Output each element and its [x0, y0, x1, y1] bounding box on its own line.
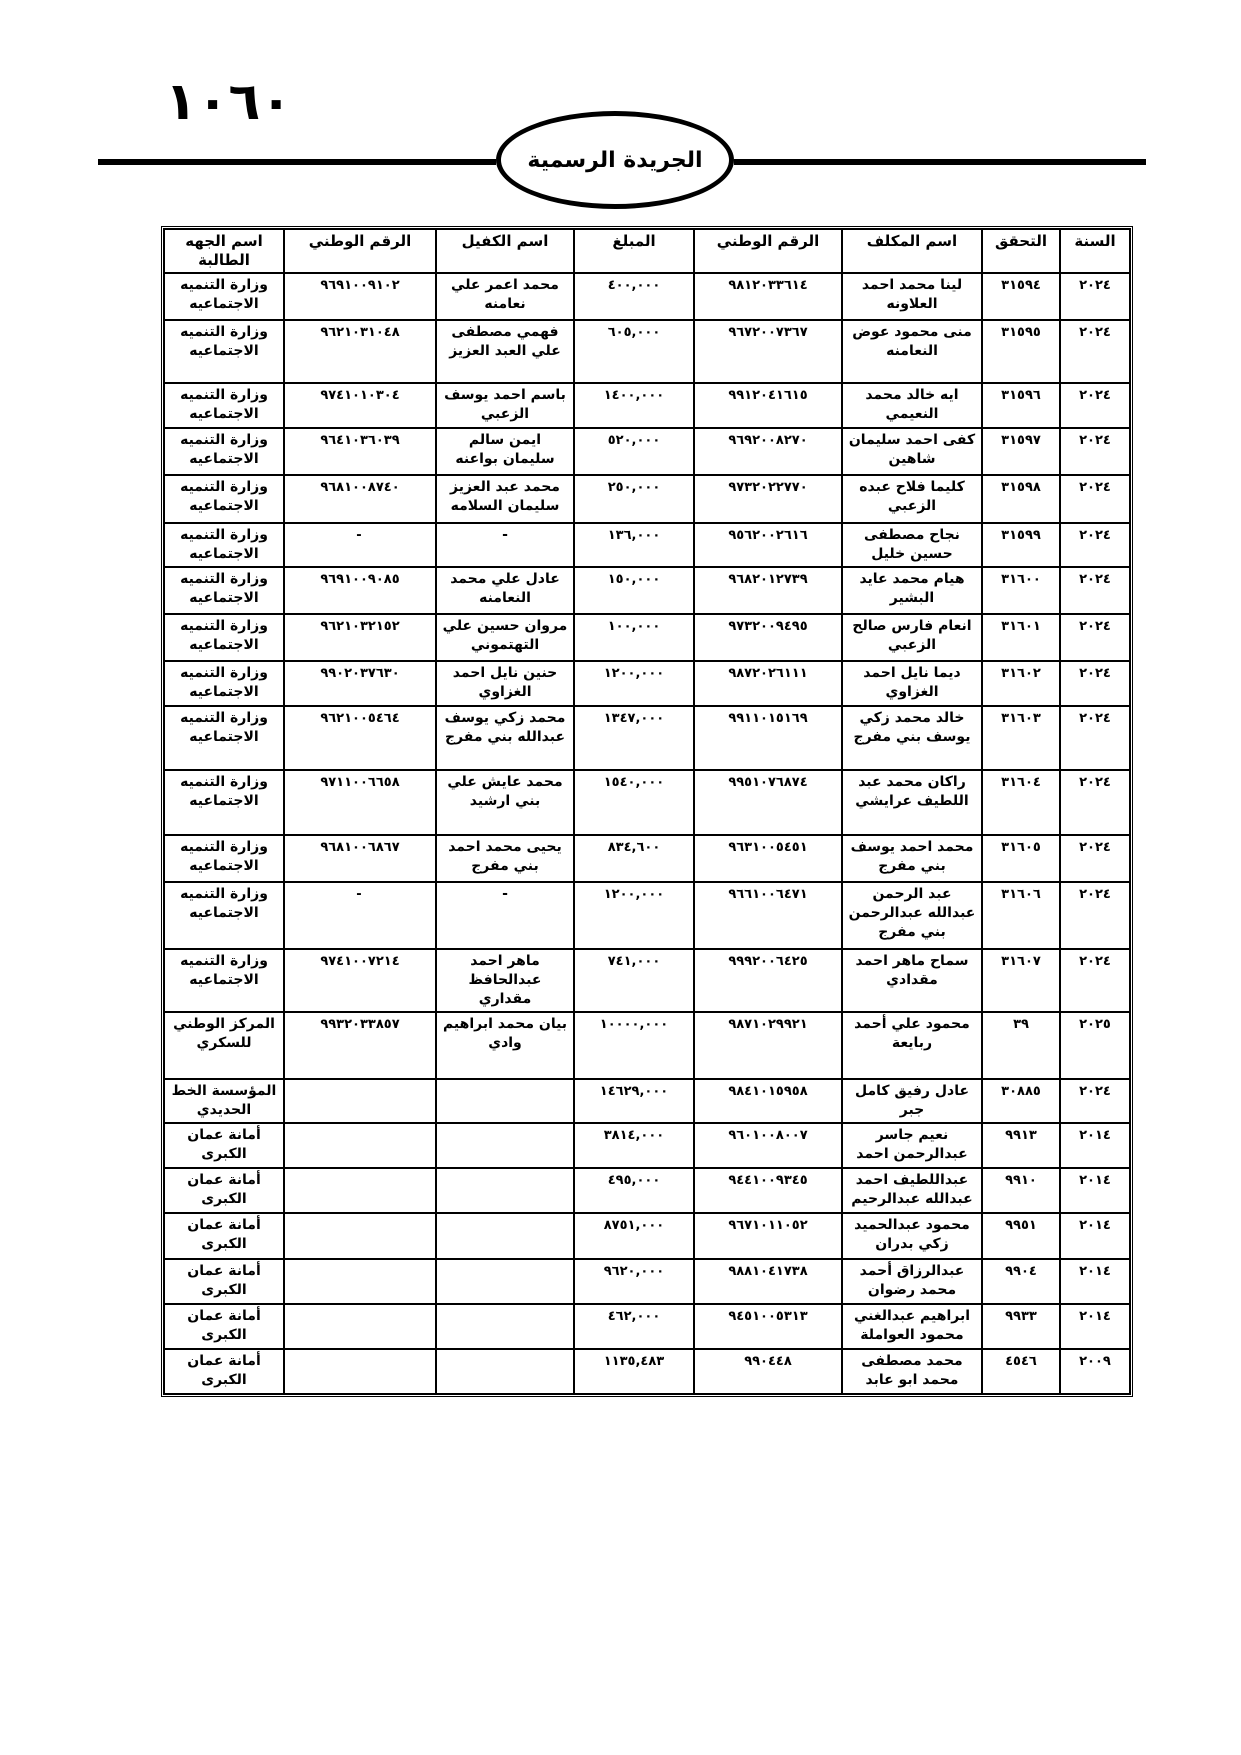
cell-verification: ٣١٦٠٤ — [982, 770, 1060, 835]
cell-amount: ١٢٠٠,٠٠٠ — [574, 882, 694, 949]
cell-debtor-national-id: ٩٦٩٢٠٠٨٢٧٠ — [694, 428, 842, 475]
cell-debtor-name: عادل رفيق كامل جبر — [842, 1079, 982, 1123]
cell-requesting-entity: وزارة التنميه الاجتماعيه — [164, 661, 284, 706]
cell-year: ٢٠٢٤ — [1060, 383, 1130, 428]
cell-verification: ٣٠٨٨٥ — [982, 1079, 1060, 1123]
cell-amount: ١٥٤٠,٠٠٠ — [574, 770, 694, 835]
cell-debtor-national-id: ٩٨٨١٠٤١٧٣٨ — [694, 1259, 842, 1304]
cell-year: ٢٠٢٤ — [1060, 614, 1130, 661]
header-debtor-national-id: الرقم الوطني — [694, 229, 842, 273]
table-row — [164, 1168, 1130, 1213]
cell-requesting-entity: أمانة عمان الكبرى — [164, 1259, 284, 1304]
cell-debtor-name: محمد مصطفى محمد ابو عابد — [842, 1349, 982, 1394]
gazette-title: الجريدة الرسمية — [527, 147, 703, 173]
table-row — [164, 1012, 1130, 1079]
table-row — [164, 1304, 1130, 1349]
header-amount: المبلغ — [574, 229, 694, 273]
cell-guarantor-name: - — [436, 523, 574, 567]
cell-verification: ٣١٦٠٥ — [982, 835, 1060, 882]
table-row — [164, 835, 1130, 882]
cell-debtor-national-id: ٩٩٥١٠٧٦٨٧٤ — [694, 770, 842, 835]
cell-year: ٢٠٢٤ — [1060, 1079, 1130, 1123]
cell-debtor-national-id: ٩٧٣٢٠٠٩٤٩٥ — [694, 614, 842, 661]
cell-year: ٢٠٢٤ — [1060, 320, 1130, 383]
cell-guarantor-name: محمد عايش علي بني ارشيد — [436, 770, 574, 835]
cell-debtor-name: عبد الرحمن عبدالله عبدالرحمن بني مفرج — [842, 882, 982, 949]
cell-requesting-entity: وزارة التنميه الاجتماعيه — [164, 567, 284, 614]
cell-debtor-name: هيام محمد عايد البشير — [842, 567, 982, 614]
table-row — [164, 428, 1130, 475]
table-header-row — [164, 229, 1130, 273]
cell-year: ٢٠٢٤ — [1060, 475, 1130, 523]
cell-debtor-national-id: ٩٨٧١٠٢٩٩٢١ — [694, 1012, 842, 1079]
header-rule-right — [734, 159, 1146, 165]
cell-requesting-entity: وزارة التنميه الاجتماعيه — [164, 835, 284, 882]
cell-requesting-entity: وزارة التنميه الاجتماعيه — [164, 949, 284, 1012]
table-row — [164, 706, 1130, 770]
cell-verification: ٣١٦٠٢ — [982, 661, 1060, 706]
cell-debtor-name: محمد احمد يوسف بني مفرج — [842, 835, 982, 882]
cell-debtor-national-id: ٩٧٣٢٠٢٢٧٧٠ — [694, 475, 842, 523]
cell-guarantor-national-id — [284, 1079, 436, 1123]
cell-guarantor-name: - — [436, 882, 574, 949]
header-guarantor-national-id: الرقم الوطني — [284, 229, 436, 273]
cell-year: ٢٠٠٩ — [1060, 1349, 1130, 1394]
cell-debtor-name: لينا محمد احمد العلاونه — [842, 273, 982, 320]
cell-debtor-national-id: ٩٦٠١٠٠٨٠٠٧ — [694, 1123, 842, 1168]
cell-guarantor-national-id — [284, 1123, 436, 1168]
cell-verification: ٩٩٥١ — [982, 1213, 1060, 1259]
cell-debtor-national-id: ٩٩١١٠١٥١٦٩ — [694, 706, 842, 770]
cell-debtor-national-id: ٩٦٧٢٠٠٧٣٦٧ — [694, 320, 842, 383]
table-row — [164, 523, 1130, 567]
cell-debtor-national-id: ٩٨٧٢٠٢٦١١١ — [694, 661, 842, 706]
cell-guarantor-name: محمد زكي يوسف عبدالله بني مفرج — [436, 706, 574, 770]
cell-debtor-national-id: ٩٦٨٢٠١٢٧٣٩ — [694, 567, 842, 614]
cell-guarantor-national-id: ٩٧٤١٠١٠٣٠٤ — [284, 383, 436, 428]
table-row — [164, 1259, 1130, 1304]
cell-guarantor-name: ايمن سالم سليمان بواعنه — [436, 428, 574, 475]
cell-guarantor-national-id — [284, 1304, 436, 1349]
cell-debtor-name: عبدالرزاق أحمد محمد رضوان — [842, 1259, 982, 1304]
cell-requesting-entity: المؤسسة الخط الحديدي — [164, 1079, 284, 1123]
table-body — [164, 273, 1130, 1394]
cell-requesting-entity: وزارة التنميه الاجتماعيه — [164, 475, 284, 523]
cell-guarantor-national-id — [284, 1349, 436, 1394]
cell-guarantor-name: ماهر احمد عبدالحافظ مقداري — [436, 949, 574, 1012]
page-number: ١٠٦٠ — [165, 72, 292, 132]
header-rule-left — [98, 159, 496, 165]
cell-year: ٢٠١٤ — [1060, 1259, 1130, 1304]
cell-requesting-entity: أمانة عمان الكبرى — [164, 1304, 284, 1349]
cell-guarantor-national-id: ٩٦٢١٠٠٥٤٦٤ — [284, 706, 436, 770]
cell-amount: ١٥٠,٠٠٠ — [574, 567, 694, 614]
cell-verification: ٣١٦٠٦ — [982, 882, 1060, 949]
cell-amount: ١٠٠٠٠,٠٠٠ — [574, 1012, 694, 1079]
cell-requesting-entity: وزارة التنميه الاجتماعيه — [164, 273, 284, 320]
cell-requesting-entity: وزارة التنميه الاجتماعيه — [164, 882, 284, 949]
cell-verification: ٩٩١٠ — [982, 1168, 1060, 1213]
cell-requesting-entity: وزارة التنميه الاجتماعيه — [164, 383, 284, 428]
cell-year: ٢٠٢٤ — [1060, 770, 1130, 835]
cell-guarantor-name — [436, 1168, 574, 1213]
cell-amount: ٦٠٥,٠٠٠ — [574, 320, 694, 383]
cell-guarantor-name: محمد عبد العزيز سليمان السلامه — [436, 475, 574, 523]
cell-amount: ١١٣٥,٤٨٣ — [574, 1349, 694, 1394]
cell-verification: ٣١٥٩٨ — [982, 475, 1060, 523]
header-debtor-name: اسم المكلف — [842, 229, 982, 273]
cell-year: ٢٠٢٤ — [1060, 882, 1130, 949]
cell-guarantor-national-id: ٩٦٩١٠٠٩١٠٢ — [284, 273, 436, 320]
cell-debtor-national-id: ٩٥٦٢٠٠٢٦١٦ — [694, 523, 842, 567]
cell-requesting-entity: أمانة عمان الكبرى — [164, 1123, 284, 1168]
cell-amount: ٩٦٢٠,٠٠٠ — [574, 1259, 694, 1304]
table-row — [164, 383, 1130, 428]
cell-guarantor-name: حنين نايل احمد الغزاوي — [436, 661, 574, 706]
cell-guarantor-name: يحيى محمد احمد بني مفرج — [436, 835, 574, 882]
cell-requesting-entity: أمانة عمان الكبرى — [164, 1213, 284, 1259]
cell-guarantor-name — [436, 1349, 574, 1394]
cell-amount: ٤٦٢,٠٠٠ — [574, 1304, 694, 1349]
table-row — [164, 882, 1130, 949]
cell-amount: ٨٣٤,٦٠٠ — [574, 835, 694, 882]
cell-guarantor-name — [436, 1304, 574, 1349]
cell-verification: ٤٥٤٦ — [982, 1349, 1060, 1394]
table-row — [164, 1079, 1130, 1123]
cell-debtor-national-id: ٩٤٤١٠٠٩٣٤٥ — [694, 1168, 842, 1213]
cell-debtor-name: ديما نايل احمد الغزاوي — [842, 661, 982, 706]
cell-amount: ٥٢٠,٠٠٠ — [574, 428, 694, 475]
table-row — [164, 320, 1130, 383]
table-row — [164, 475, 1130, 523]
cell-debtor-national-id: ٩٦٣١٠٠٥٤٥١ — [694, 835, 842, 882]
cell-amount: ٤٩٥,٠٠٠ — [574, 1168, 694, 1213]
table-row — [164, 273, 1130, 320]
cell-guarantor-national-id — [284, 1213, 436, 1259]
cell-debtor-name: كليما فلاح عبده الزعبي — [842, 475, 982, 523]
table-row — [164, 1213, 1130, 1259]
cell-requesting-entity: المركز الوطني للسكري — [164, 1012, 284, 1079]
cell-year: ٢٠١٤ — [1060, 1213, 1130, 1259]
cell-debtor-national-id: ٩٦٧١٠١١٠٥٢ — [694, 1213, 842, 1259]
cell-verification: ٣١٦٠٣ — [982, 706, 1060, 770]
cell-guarantor-national-id: ٩٦٢١٠٣١٠٤٨ — [284, 320, 436, 383]
cell-verification: ٩٩٣٣ — [982, 1304, 1060, 1349]
cell-requesting-entity: وزارة التنميه الاجتماعيه — [164, 428, 284, 475]
cell-debtor-name: نعيم جاسر عبدالرحمن احمد — [842, 1123, 982, 1168]
data-table — [161, 226, 1133, 1397]
cell-amount: ٢٥٠,٠٠٠ — [574, 475, 694, 523]
cell-debtor-national-id: ٩٩١٢٠٤١٦١٥ — [694, 383, 842, 428]
table-row — [164, 770, 1130, 835]
cell-amount: ٨٧٥١,٠٠٠ — [574, 1213, 694, 1259]
cell-guarantor-national-id: ٩٧٤١٠٠٧٢١٤ — [284, 949, 436, 1012]
cell-amount: ١٣٦,٠٠٠ — [574, 523, 694, 567]
cell-year: ٢٠٢٤ — [1060, 661, 1130, 706]
cell-year: ٢٠٢٥ — [1060, 1012, 1130, 1079]
cell-guarantor-national-id: ٩٩٣٢٠٣٣٨٥٧ — [284, 1012, 436, 1079]
cell-requesting-entity: وزارة التنميه الاجتماعيه — [164, 523, 284, 567]
cell-verification: ٣١٥٩٥ — [982, 320, 1060, 383]
cell-debtor-name: انعام فارس صالح الزعبي — [842, 614, 982, 661]
table-row — [164, 949, 1130, 1012]
cell-requesting-entity: وزارة التنميه الاجتماعيه — [164, 614, 284, 661]
cell-guarantor-name — [436, 1123, 574, 1168]
cell-guarantor-national-id: ٩٦٨١٠٠٨٧٤٠ — [284, 475, 436, 523]
cell-debtor-name: منى محمود عوض النعامنه — [842, 320, 982, 383]
cell-guarantor-national-id — [284, 1168, 436, 1213]
cell-amount: ١٠٠,٠٠٠ — [574, 614, 694, 661]
cell-verification: ٣١٥٩٤ — [982, 273, 1060, 320]
cell-year: ٢٠١٤ — [1060, 1123, 1130, 1168]
cell-guarantor-name: مروان حسين علي التهتموني — [436, 614, 574, 661]
cell-debtor-national-id: ٩٦٦١٠٠٦٤٧١ — [694, 882, 842, 949]
cell-guarantor-name — [436, 1213, 574, 1259]
cell-debtor-national-id: ٩٨١٢٠٣٣٦١٤ — [694, 273, 842, 320]
cell-requesting-entity: أمانة عمان الكبرى — [164, 1168, 284, 1213]
cell-verification: ٣١٥٩٦ — [982, 383, 1060, 428]
cell-debtor-name: محمود علي أحمد ربايعة — [842, 1012, 982, 1079]
header-verification: التحقق — [982, 229, 1060, 273]
cell-year: ٢٠١٤ — [1060, 1304, 1130, 1349]
cell-guarantor-name: عادل علي محمد النعامنه — [436, 567, 574, 614]
cell-verification: ٩٩١٣ — [982, 1123, 1060, 1168]
cell-debtor-name: ابراهيم عبدالغني محمود العواملة — [842, 1304, 982, 1349]
cell-year: ٢٠٢٤ — [1060, 835, 1130, 882]
cell-amount: ٧٤١,٠٠٠ — [574, 949, 694, 1012]
cell-guarantor-national-id: ٩٦٨١٠٠٦٨٦٧ — [284, 835, 436, 882]
cell-debtor-name: راكان محمد عبد اللطيف عرايشي — [842, 770, 982, 835]
cell-guarantor-name: محمد اعمر علي نعامنه — [436, 273, 574, 320]
cell-debtor-national-id: ٩٤٥١٠٠٥٣١٣ — [694, 1304, 842, 1349]
cell-debtor-name: عبداللطيف احمد عبدالله عبدالرحيم — [842, 1168, 982, 1213]
cell-verification: ٣٩ — [982, 1012, 1060, 1079]
cell-year: ٢٠١٤ — [1060, 1168, 1130, 1213]
header-guarantor-name: اسم الكفيل — [436, 229, 574, 273]
cell-year: ٢٠٢٤ — [1060, 567, 1130, 614]
table-row — [164, 614, 1130, 661]
cell-guarantor-national-id: - — [284, 882, 436, 949]
cell-guarantor-national-id: ٩٦٩١٠٠٩٠٨٥ — [284, 567, 436, 614]
cell-verification: ٣١٦٠١ — [982, 614, 1060, 661]
header-year: السنة — [1060, 229, 1130, 273]
cell-requesting-entity: وزارة التنميه الاجتماعيه — [164, 706, 284, 770]
cell-requesting-entity: وزارة التنميه الاجتماعيه — [164, 320, 284, 383]
cell-verification: ٣١٦٠٠ — [982, 567, 1060, 614]
cell-guarantor-national-id — [284, 1259, 436, 1304]
header-oval — [496, 111, 734, 209]
cell-guarantor-name: بيان محمد ابراهيم وادي — [436, 1012, 574, 1079]
cell-amount: ٤٠٠,٠٠٠ — [574, 273, 694, 320]
cell-debtor-national-id: ٩٨٤١٠١٥٩٥٨ — [694, 1079, 842, 1123]
cell-debtor-name: كفى احمد سليمان شاهين — [842, 428, 982, 475]
cell-amount: ١٣٤٧,٠٠٠ — [574, 706, 694, 770]
cell-debtor-name: نجاح مصطفى حسين خليل — [842, 523, 982, 567]
cell-verification: ٣١٥٩٩ — [982, 523, 1060, 567]
cell-debtor-national-id: ٩٩٩٢٠٠٦٤٢٥ — [694, 949, 842, 1012]
cell-verification: ٩٩٠٤ — [982, 1259, 1060, 1304]
cell-guarantor-national-id: - — [284, 523, 436, 567]
cell-amount: ١٤٦٢٩,٠٠٠ — [574, 1079, 694, 1123]
cell-verification: ٣١٦٠٧ — [982, 949, 1060, 1012]
cell-guarantor-name — [436, 1079, 574, 1123]
cell-requesting-entity: أمانة عمان الكبرى — [164, 1349, 284, 1394]
cell-year: ٢٠٢٤ — [1060, 949, 1130, 1012]
cell-amount: ١٢٠٠,٠٠٠ — [574, 661, 694, 706]
cell-guarantor-name: فهمي مصطفى علي العبد العزيز — [436, 320, 574, 383]
cell-year: ٢٠٢٤ — [1060, 523, 1130, 567]
table-row — [164, 1349, 1130, 1394]
cell-amount: ١٤٠٠,٠٠٠ — [574, 383, 694, 428]
table-row — [164, 1123, 1130, 1168]
cell-guarantor-national-id: ٩٩٠٢٠٣٧٦٣٠ — [284, 661, 436, 706]
cell-guarantor-national-id: ٩٧١١٠٠٦٦٥٨ — [284, 770, 436, 835]
cell-verification: ٣١٥٩٧ — [982, 428, 1060, 475]
cell-debtor-name: سماح ماهر احمد مقدادي — [842, 949, 982, 1012]
cell-amount: ٣٨١٤,٠٠٠ — [574, 1123, 694, 1168]
cell-year: ٢٠٢٤ — [1060, 428, 1130, 475]
cell-guarantor-name: باسم احمد يوسف الزعبي — [436, 383, 574, 428]
cell-year: ٢٠٢٤ — [1060, 706, 1130, 770]
cell-year: ٢٠٢٤ — [1060, 273, 1130, 320]
cell-requesting-entity: وزارة التنميه الاجتماعيه — [164, 770, 284, 835]
cell-guarantor-name — [436, 1259, 574, 1304]
cell-guarantor-national-id: ٩٦٤١٠٣٦٠٣٩ — [284, 428, 436, 475]
table-row — [164, 661, 1130, 706]
cell-debtor-name: خالد محمد زكي يوسف بني مفرج — [842, 706, 982, 770]
table-row — [164, 567, 1130, 614]
header-requesting-entity: اسم الجهه الطالبة — [164, 229, 284, 273]
cell-debtor-name: محمود عبدالحميد زكي بدران — [842, 1213, 982, 1259]
cell-debtor-national-id: ٩٩٠٤٤٨ — [694, 1349, 842, 1394]
cell-guarantor-national-id: ٩٦٢١٠٣٢١٥٢ — [284, 614, 436, 661]
cell-debtor-name: ايه خالد محمد النعيمي — [842, 383, 982, 428]
